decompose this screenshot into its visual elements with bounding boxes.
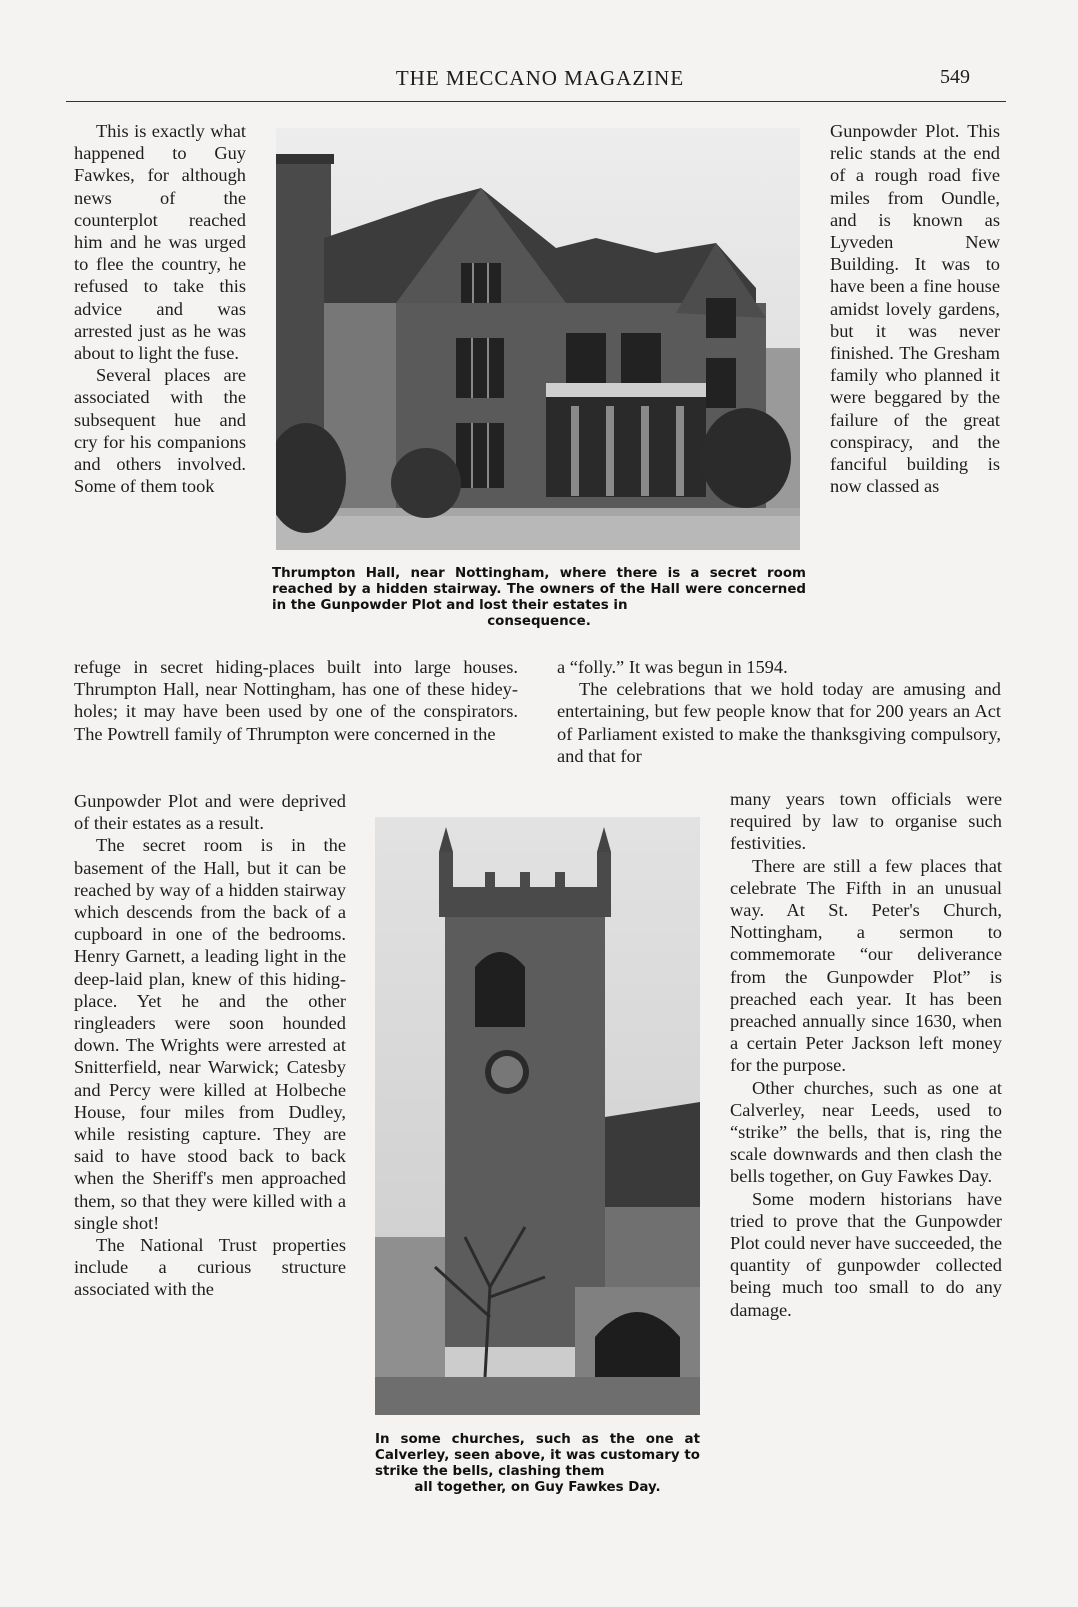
paragraph: refuge in secret hiding-places built into large houses. Thrumpton Hall, near Nottingham, has one of these hidey-holes; it may have been used by one of the conspirators. The Powtrell family of Thrumpton were concerned in the xyxy=(74,657,518,744)
page-number: 549 xyxy=(940,66,970,88)
paragraph: Some modern historians have tried to prove that the Gunpowder Plot could never have succeeded, the quantity of gunpowder collected being much too small to do any damage. xyxy=(730,1188,1002,1320)
calverley-church-caption-body: In some churches, such as the one at Calverley, seen above, it was customary to strike the bells, clashing them xyxy=(375,1432,700,1479)
paragraph: Gunpowder Plot and were deprived of their estates as a result. xyxy=(74,791,346,834)
header-rule xyxy=(66,101,1006,102)
paragraph: Several places are associated with the subsequent hue and cry for his companions and others involved. Some of them took xyxy=(74,365,246,497)
wide-right-text xyxy=(557,656,1001,767)
paragraph: The National Trust properties include a curious structure associated with the xyxy=(74,1235,346,1300)
wide-left-text xyxy=(74,656,518,745)
paragraph: The celebrations that we hold today are amusing and entertaining, but few people know that for 200 years an Act of Parliament existed to make the thanksgiving compulsory, and that for xyxy=(557,679,1001,766)
thrumpton-hall-caption-last: consequence. xyxy=(487,614,591,629)
paragraph: This is exactly what happened to Guy Fawkes, for although news of the counterplot reached him and he was urged to flee the country, he refused to take this advice and was arrested just as he was about to light the fuse. xyxy=(74,121,246,364)
paragraph: The secret room is in the basement of the Hall, but it can be reached by way of a hidden stairway which descends from the back of a cupboard in one of the bedrooms. Henry Garnett, a leading light in the deep-laid plan, knew of this hiding-place. Yet he and the other ringleaders were soon hounded down. The Wrights were arrested at Snitterfield, near Warwick; Catesby and Percy were killed at Holbeche House, four miles from Dudley, while resisting capture. They are said to have stood back to back when the Sheriff's men approached them, so that they were killed with a single shot! xyxy=(74,835,346,1233)
thrumpton-hall-caption xyxy=(272,566,806,630)
right-column-top xyxy=(830,120,1000,497)
calverley-church-caption xyxy=(375,1432,700,1496)
paragraph: a “folly.” It was begun in 1594. xyxy=(557,657,788,677)
paragraph: many years town officials were required by law to organise such festivities. xyxy=(730,789,1002,854)
thrumpton-hall-caption-body: Thrumpton Hall, near Nottingham, where there is a secret room reached by a hidden stairway. The owners of the Hall were concerned in the Gunpowder Plot and lost their estates in xyxy=(272,566,806,613)
paragraph: Other churches, such as one at Calverley, near Leeds, used to “strike” the bells, that is, ring the scale downwards and then clash the bells together, on Guy Fawkes Day. xyxy=(730,1077,1002,1187)
calverley-church-photo xyxy=(375,817,700,1415)
right-column-bottom xyxy=(730,788,1002,1321)
paragraph: There are still a few places that celebrate The Fifth in an unusual way. At St. Peter's Church, Nottingham, a sermon to commemorate “our deliverance from the Gunpowder Plot” is preached each year. It has been preached annually since 1630, when a certain Peter Jackson left money for the purpose. xyxy=(730,855,1002,1076)
left-column-bottom xyxy=(74,790,346,1301)
magazine-title: THE MECCANO MAGAZINE xyxy=(395,66,685,90)
calverley-church-caption-last: all together, on Guy Fawkes Day. xyxy=(414,1480,661,1495)
left-column-top xyxy=(74,120,246,497)
thrumpton-hall-photo xyxy=(276,128,800,550)
paragraph: Gunpowder Plot. This relic stands at the end of a rough road five miles from Oundle, and is known as Lyveden New Building. It was to have been a fine house amidst lovely gardens, but it was never finished. The Gresham family who planned it were beggared by the failure of the great conspiracy, and the fanciful building is now classed as xyxy=(830,121,1000,497)
